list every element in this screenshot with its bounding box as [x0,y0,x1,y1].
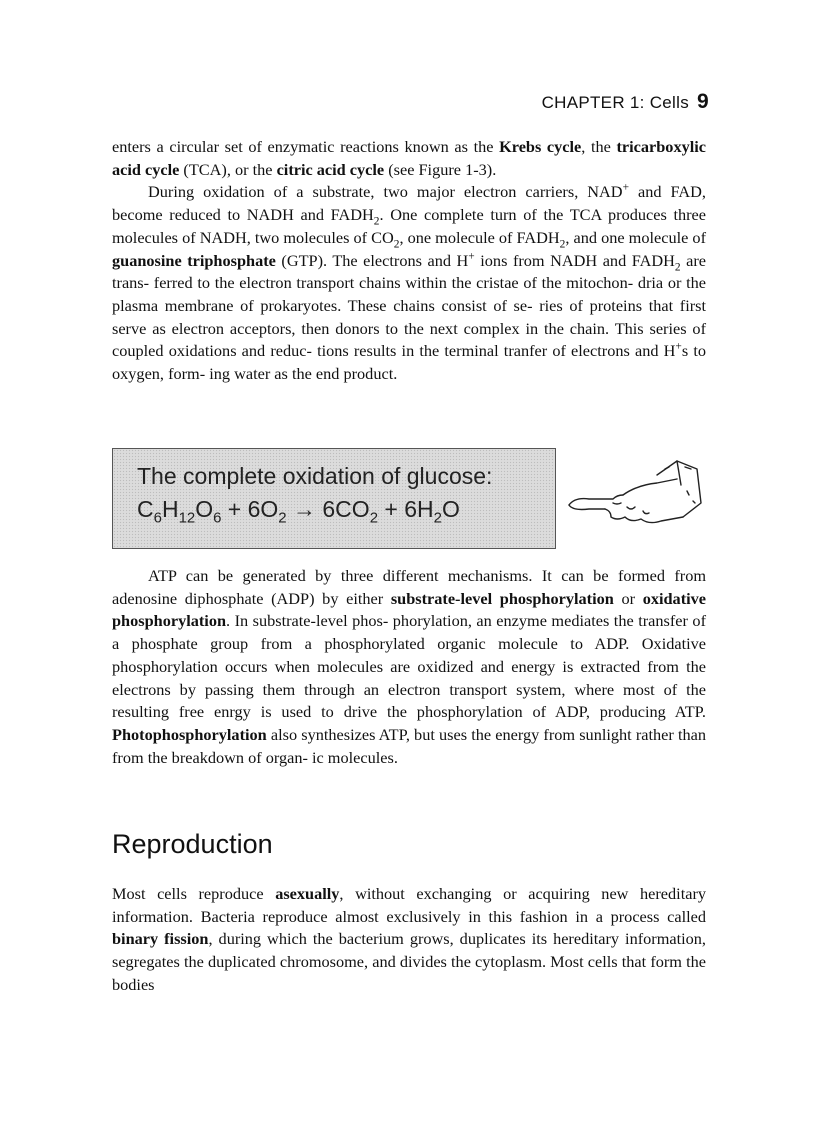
text-run: ions from NADH and FADH [474,250,675,270]
callout-box [112,448,556,549]
text-run: (see Figure 1-3). [384,159,497,179]
eq-part: O [195,496,214,522]
text-run: (GTP). The electrons and H [275,250,469,270]
section-heading: Reproduction [112,829,273,859]
eq-part: + 6O [221,496,279,522]
callout-title: The complete oxidation of glucose: [137,463,493,489]
text-run: , during which the bacterium grows, duplicates its hereditary information, segregates the duplicated chromosome, and divides the cytoplasm. Most cells that form the bodies [112,929,706,994]
eq-sub: 12 [178,509,196,527]
chapter-title: CHAPTER 1: Cells [541,93,690,112]
term-krebs-cycle: Krebs cycle [499,137,582,156]
pointing-hand-icon [565,455,705,535]
eq-sub: 2 [433,509,442,527]
eq-part: H [161,496,179,522]
running-header [542,90,709,114]
text-run: ATP can be generated by three different mechanisms. It can be formed from adenosine diphosphate (ADP) by either [112,566,706,608]
text-run: , and one molecule of [565,227,706,247]
paragraph-krebs-intro [112,136,706,181]
text-run: . One complete turn of the TCA produces three molecules of NADH, two molecules of CO [112,205,706,247]
eq-part: → 6CO [286,496,370,522]
text-run: During oxidation of a substrate, two major electron carriers, NAD [148,182,623,202]
term-tca: tricarboxylic acid cycle [112,137,706,179]
term-substrate-level-phosphorylation: substrate-level phosphorylation [390,588,614,608]
text-run: or [613,588,643,608]
subscript: 2 [393,238,400,251]
term-gtp: guanosine triphosphate [112,250,276,270]
term-citric-acid-cycle: citric acid cycle [276,159,385,179]
subscript: 2 [373,215,380,228]
eq-part: C [137,496,154,522]
text-run: s to oxygen, form- ing water as the end product. [112,341,706,384]
body-paragraph-atp [112,565,706,769]
page-number: 9 [697,90,709,113]
text-run: and FAD, become reduced to NADH and FADH [112,182,706,225]
subscript: 2 [674,260,681,273]
text-run: also synthesizes ATP, but uses the energy from sunlight rather than from the breakdown of organ- ic molecules. [112,724,706,767]
text-run: enters a circular set of enzymatic reactions known as the [112,137,500,156]
term-oxidative-phosphorylation: oxidative phosphorylation [112,588,706,631]
body-paragraph-1 [112,136,706,386]
text-run: . In substrate-level phos- phorylation, an enzyme mediates the transfer of a phosphate group from a phosphorylated organic molecule to ADP. Oxidative phosphorylation occurs when molecules are oxidized and energy is extracted from the electrons by passing them through an electron transport system, where most of the resulting free enrgy is used to drive the phosphorylation of ADP, producing ATP. [112,611,706,722]
superscript: + [675,340,682,353]
text-run: , the [581,137,617,156]
eq-part: + 6H [378,496,434,522]
text-run: , one molecule of FADH [399,227,560,247]
superscript: + [468,250,475,263]
eq-part: O [441,496,460,522]
superscript: + [622,181,629,194]
term-binary-fission: binary fission [112,929,209,949]
eq-sub: 2 [369,509,378,527]
eq-sub: 6 [153,509,162,527]
text-run: are trans- ferred to the electron transport chains within the cristae of the mitochon- dria or the plasma membrane of prokaryotes. These chains consist of se- ries of proteins that first serve as electron acceptors, then donors to the next complex in the chain. This series of coupled oxidations and reduc- tions results in the terminal tranfer of electrons and H [112,250,706,361]
glucose-equation [137,496,460,527]
text-run: , without exchanging or acquiring new hereditary information. Bacteria reproduce almost exclusively in this fashion in a process called [112,884,707,926]
text-run: Most cells reproduce [112,884,276,903]
term-photophosphorylation: Photophosphorylation [112,724,267,744]
eq-sub: 2 [278,509,287,527]
eq-sub: 6 [213,509,222,527]
text-run: (TCA), or the [179,159,277,179]
term-asexually: asexually [275,884,340,903]
paragraph-oxidation [112,181,706,385]
body-paragraph-reproduction [112,883,706,997]
subscript: 2 [559,238,566,251]
